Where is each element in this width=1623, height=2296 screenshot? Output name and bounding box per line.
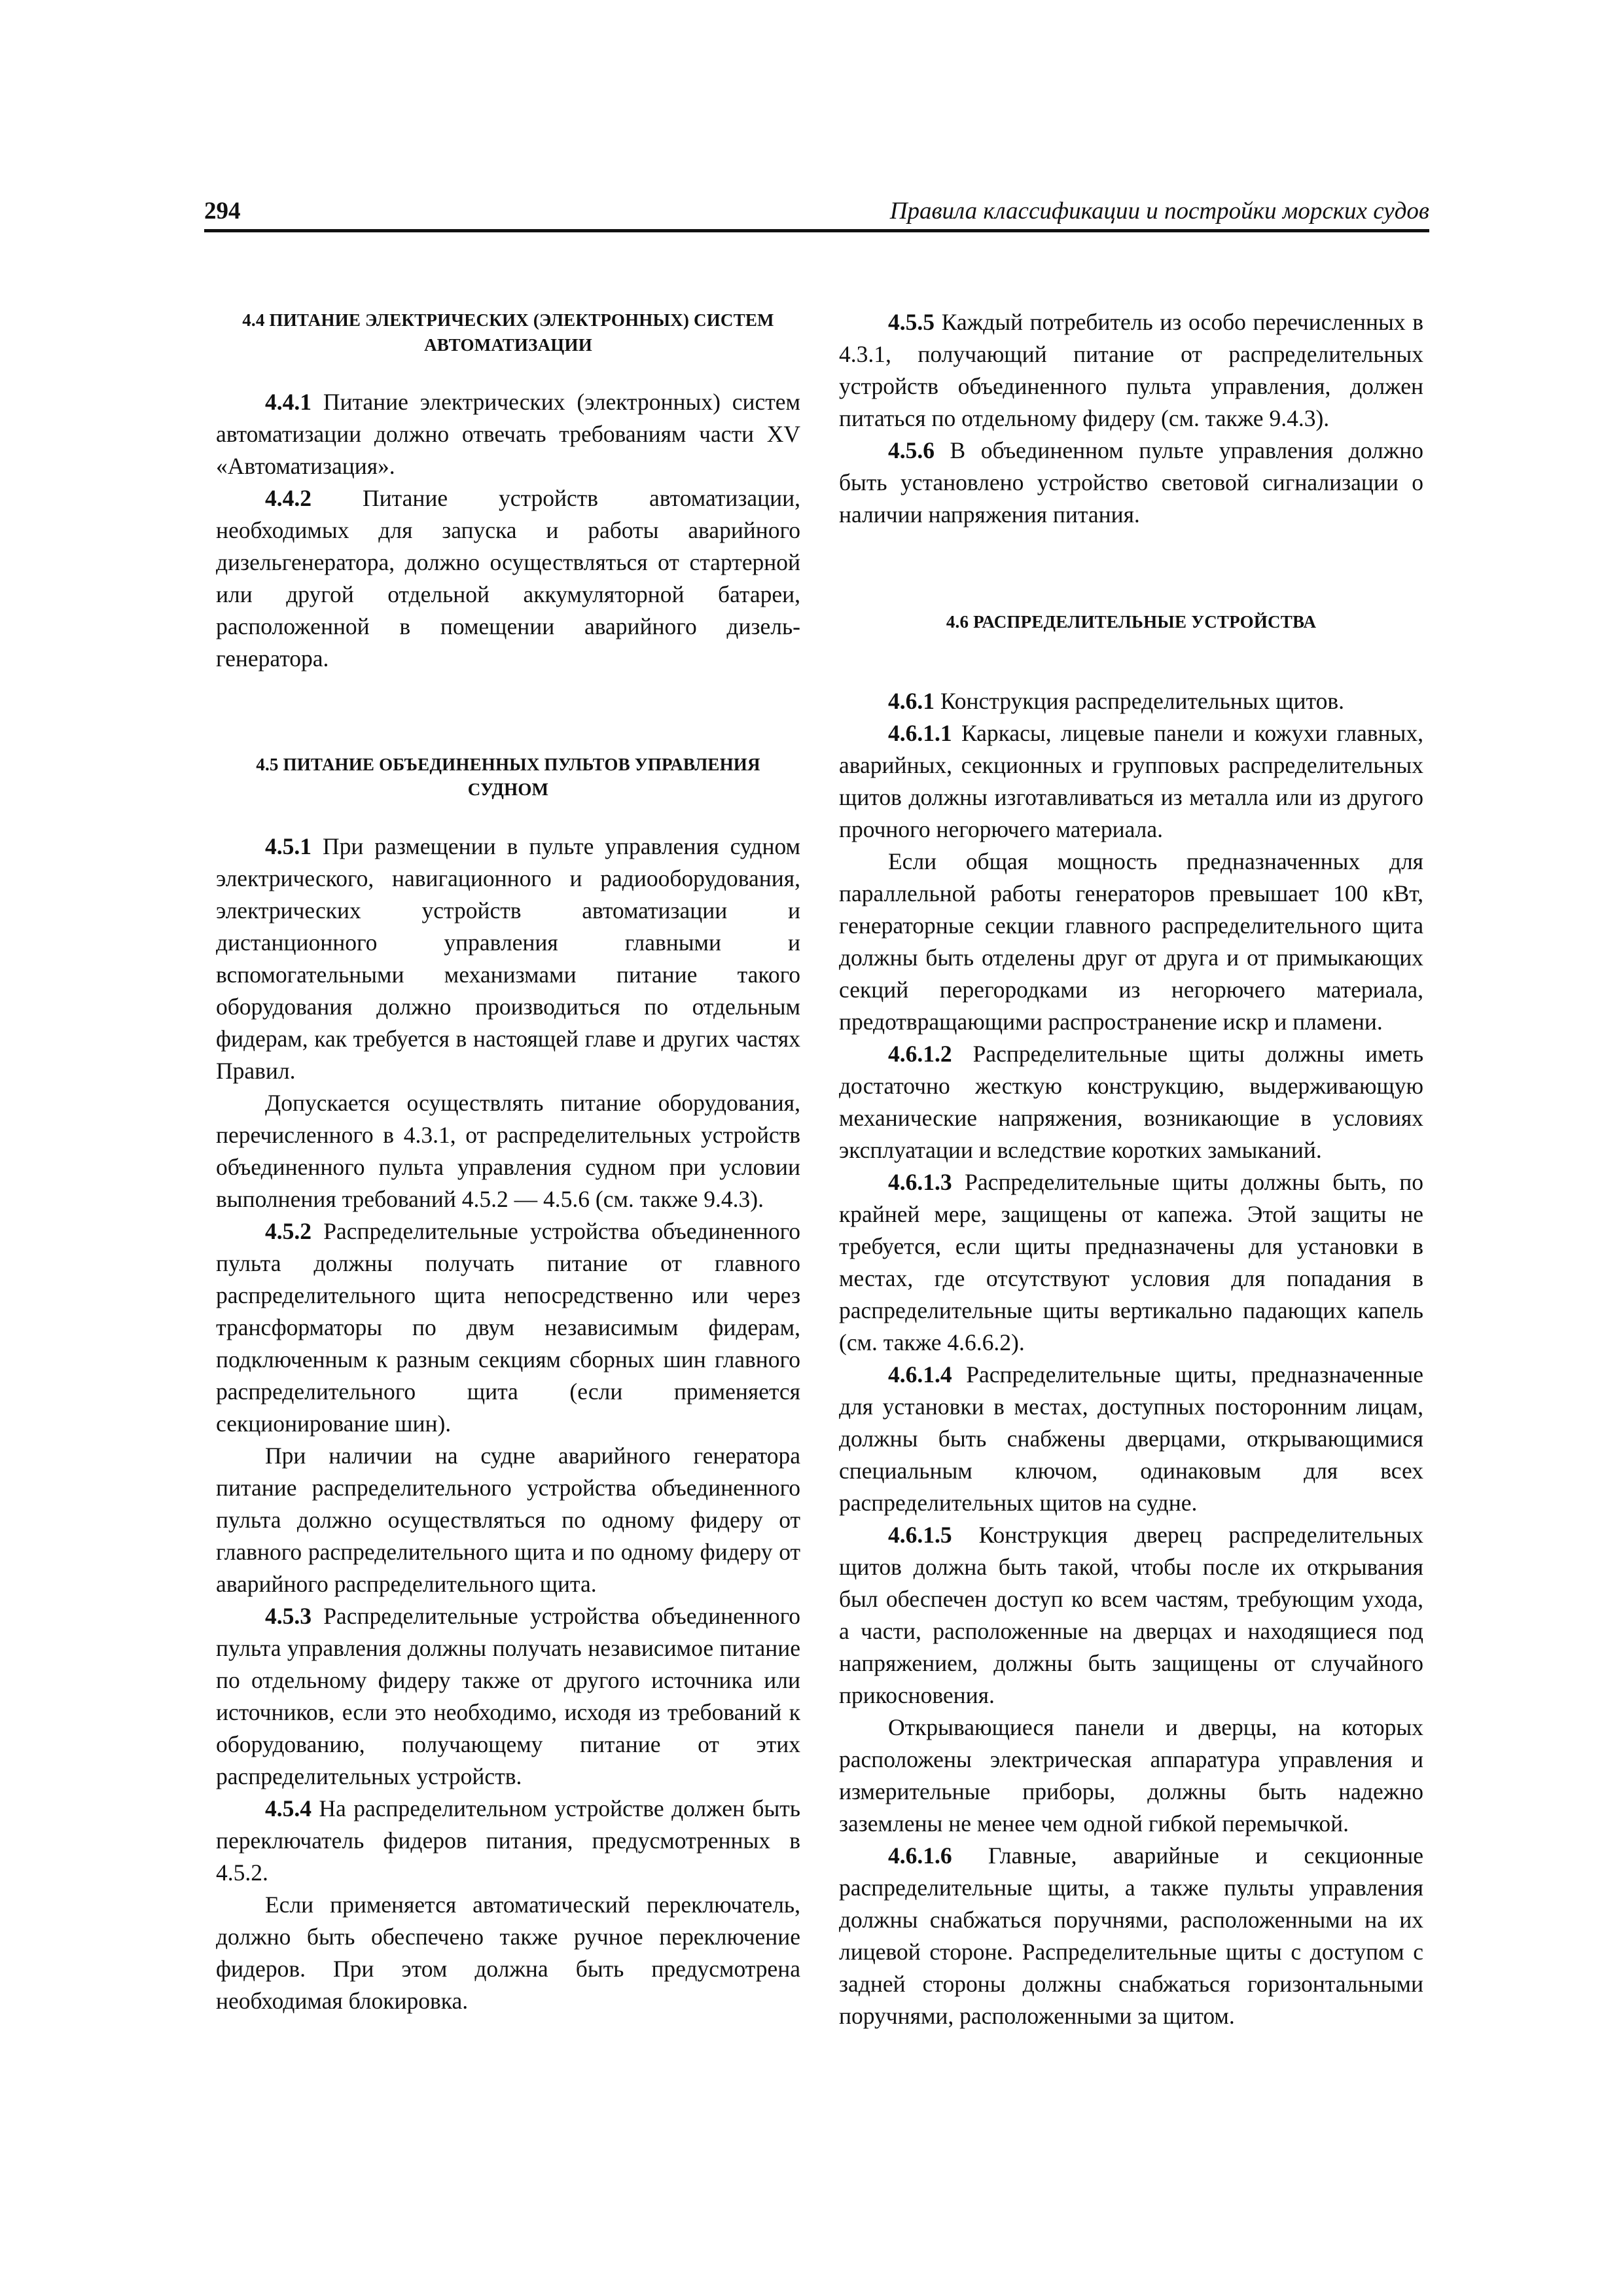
clause-number: 4.6.1.3 bbox=[888, 1169, 952, 1195]
paragraph-4-5-4 bbox=[216, 1793, 800, 1889]
section-heading-4-6: 4.6 РАСПРЕДЕЛИТЕЛЬНЫЕ УСТРОЙСТВА bbox=[946, 612, 1317, 632]
clause-text: Распределительные щиты, предназначенные для установки в местах, доступных посторонним лицам, должны быть снабжены дверцами, открывающимися специальным ключом, одинаковым для всех распределительных щитов на судне. bbox=[839, 1361, 1424, 1516]
paragraph-4-4-2 bbox=[216, 482, 800, 675]
clause-number: 4.5.4 bbox=[265, 1795, 312, 1821]
left-column bbox=[216, 306, 800, 2017]
page-header bbox=[204, 196, 1429, 232]
paragraph-4-6-1-2 bbox=[839, 1038, 1423, 1166]
clause-text: Конструкция распределительных щитов. bbox=[940, 688, 1344, 714]
paragraph-4-4-1 bbox=[216, 386, 800, 482]
clause-text: Каждый потребитель из особо перечисленных в 4.3.1, получающий питание от распределительных устройств объединенного пульта управления, должен питаться по отдельному фидеру (см. также 9.4.3). bbox=[839, 309, 1423, 431]
paragraph-4-5-4-continued: Если применяется автоматический переключатель, должно быть обеспечено также ручное переключение фидеров. При этом должна быть предусмотрена необходимая блокировка. bbox=[216, 1892, 800, 2014]
clause-text: На распределительном устройстве должен быть переключатель фидеров питания, предусмотренных в 4.5.2. bbox=[216, 1795, 800, 1886]
clause-text: Питание устройств автоматизации, необходимых для запуска и работы аварийного дизельгенератора, должно осуществляться от стартерной или другой отдельной аккумуляторной батареи, расположенной в помещении аварийного дизель-генератора. bbox=[216, 485, 800, 672]
clause-number: 4.5.1 bbox=[265, 833, 312, 859]
clause-number: 4.6.1.5 bbox=[888, 1522, 952, 1548]
clause-text: Конструкция дверец распределительных щитов должна быть такой, чтобы после их открывания был обеспечен доступ ко всем частям, требующим ухода, а части, расположенные на дверцах и находящиеся под напряжением, должны быть защищены от случайного прикосновения. bbox=[839, 1522, 1424, 1708]
paragraph-4-5-5 bbox=[839, 306, 1423, 435]
clause-text: Питание электрических (электронных) систем автоматизации должно отвечать требованиям части XV «Автоматизация». bbox=[216, 389, 801, 479]
clause-number: 4.5.2 bbox=[265, 1218, 312, 1244]
clause-text: Главные, аварийные и секционные распределительные щиты, а также пульты управления должны снабжаться поручнями, расположенными на их лицевой стороне. Распределительные щиты с доступом с задней стороны должны снабжаться горизонтальными поручнями, расположенными за щитом. bbox=[839, 1842, 1423, 2029]
running-title: Правила классификации и постройки морских судов bbox=[889, 198, 1429, 224]
section-heading-4-5: 4.5 ПИТАНИЕ ОБЪЕДИНЕННЫХ ПУЛЬТОВ УПРАВЛЕНИЯ СУДНОМ bbox=[256, 755, 760, 799]
clause-text: Распределительные устройства объединенного пульта должны получать питание от главного распределительного щита непосредственно или через трансформаторы по двум независимым фидерам, подключенным к разным секциям сборных шин главного распределительного щита (если применяется секционирование шин). bbox=[216, 1218, 800, 1437]
clause-text: Распределительные щиты должны иметь достаточно жесткую конструкцию, выдерживающую механические напряжения, возникающие в условиях эксплуатации и вследствие коротких замыканий. bbox=[839, 1041, 1424, 1163]
paragraph-4-6-1-6 bbox=[839, 1840, 1423, 2032]
paragraph-4-5-1-continued: Допускается осуществлять питание оборудования, перечисленного в 4.3.1, от распределительных устройств объединенного пульта управления судном при условии выполнения требований 4.5.2 — 4.5.6 (см. также 9.4.3). bbox=[216, 1090, 800, 1212]
clause-number: 4.6.1.6 bbox=[888, 1842, 952, 1869]
section-heading-4-4: 4.4 ПИТАНИЕ ЭЛЕКТРИЧЕСКИХ (ЭЛЕКТРОННЫХ) СИСТЕМ АВТОМАТИЗАЦИИ bbox=[242, 310, 774, 355]
clause-number: 4.6.1.4 bbox=[888, 1361, 952, 1388]
paragraph-4-5-2 bbox=[216, 1215, 800, 1440]
paragraph-4-6-1-1-continued: Если общая мощность предназначенных для параллельной работы генераторов превышает 100 кВт, генераторные секции главного распределительного щита должны быть отделены друг от друга и от примыкающих секций перегородками из негорючего материала, предотвращающими распространение искр и пламени. bbox=[839, 848, 1423, 1035]
paragraph-4-5-6 bbox=[839, 435, 1423, 531]
paragraph-4-6-1-3 bbox=[839, 1166, 1423, 1359]
clause-number: 4.6.1.1 bbox=[888, 720, 952, 746]
paragraph-4-5-3 bbox=[216, 1600, 800, 1793]
page-number: 294 bbox=[204, 198, 241, 224]
paragraph-4-5-2-continued: При наличии на судне аварийного генератора питание распределительного устройства объединенного пульта должно осуществляться по одному фидеру от главного распределительного щита и по одному фидеру от аварийного распределительного щита. bbox=[216, 1443, 800, 1597]
clause-number: 4.5.3 bbox=[265, 1603, 312, 1629]
clause-text: Распределительные устройства объединенного пульта управления должны получать независимое питание по отдельному фидеру также от другого источника или источников, если это необходимо, исходя из требований к оборудованию, получающему питание от этих распределительных устройств. bbox=[216, 1603, 800, 1789]
paragraph-4-5-1 bbox=[216, 831, 800, 1087]
clause-number: 4.5.6 bbox=[888, 437, 935, 463]
clause-number: 4.6.1.2 bbox=[888, 1041, 952, 1067]
clause-text: При размещении в пульте управления судном электрического, навигационного и радиооборудования, электрических устройств автоматизации и дистанционного управления главными и вспомогательными механизмами питание такого оборудования должно производиться по отдельным фидерам, как требуется в настоящей главе и других частях Правил. bbox=[216, 833, 801, 1084]
clause-text: Распределительные щиты должны быть, по крайней мере, защищены от капежа. Этой защиты не требуется, если щиты предназначены для установки в местах, где отсутствуют условия для попадания в распределительные щиты вертикально падающих капель (см. также 4.6.6.2). bbox=[839, 1169, 1424, 1355]
paragraph-4-6-1-1 bbox=[839, 717, 1423, 846]
clause-text: Каркасы, лицевые панели и кожухи главных, аварийных, секционных и групповых распределительных щитов должны изготавливаться из металла или из другого прочного негорючего материала. bbox=[839, 720, 1424, 842]
clause-number: 4.4.2 bbox=[265, 485, 312, 511]
paragraph-4-6-1-5-continued: Открывающиеся панели и дверцы, на которых расположены электрическая аппаратура управления и измерительные приборы, должны быть надежно заземлены не менее чем одной гибкой перемычкой. bbox=[839, 1714, 1423, 1837]
clause-text: В объединенном пульте управления должно быть установлено устройство световой сигнализации о наличии напряжения питания. bbox=[839, 437, 1424, 528]
right-column bbox=[839, 306, 1423, 2032]
clause-number: 4.5.5 bbox=[888, 309, 935, 335]
paragraph-4-6-1-4 bbox=[839, 1359, 1423, 1519]
paragraph-4-6-1-5 bbox=[839, 1519, 1423, 1712]
paragraph-4-6-1 bbox=[839, 685, 1423, 717]
clause-number: 4.6.1 bbox=[888, 688, 935, 714]
clause-number: 4.4.1 bbox=[265, 389, 312, 415]
